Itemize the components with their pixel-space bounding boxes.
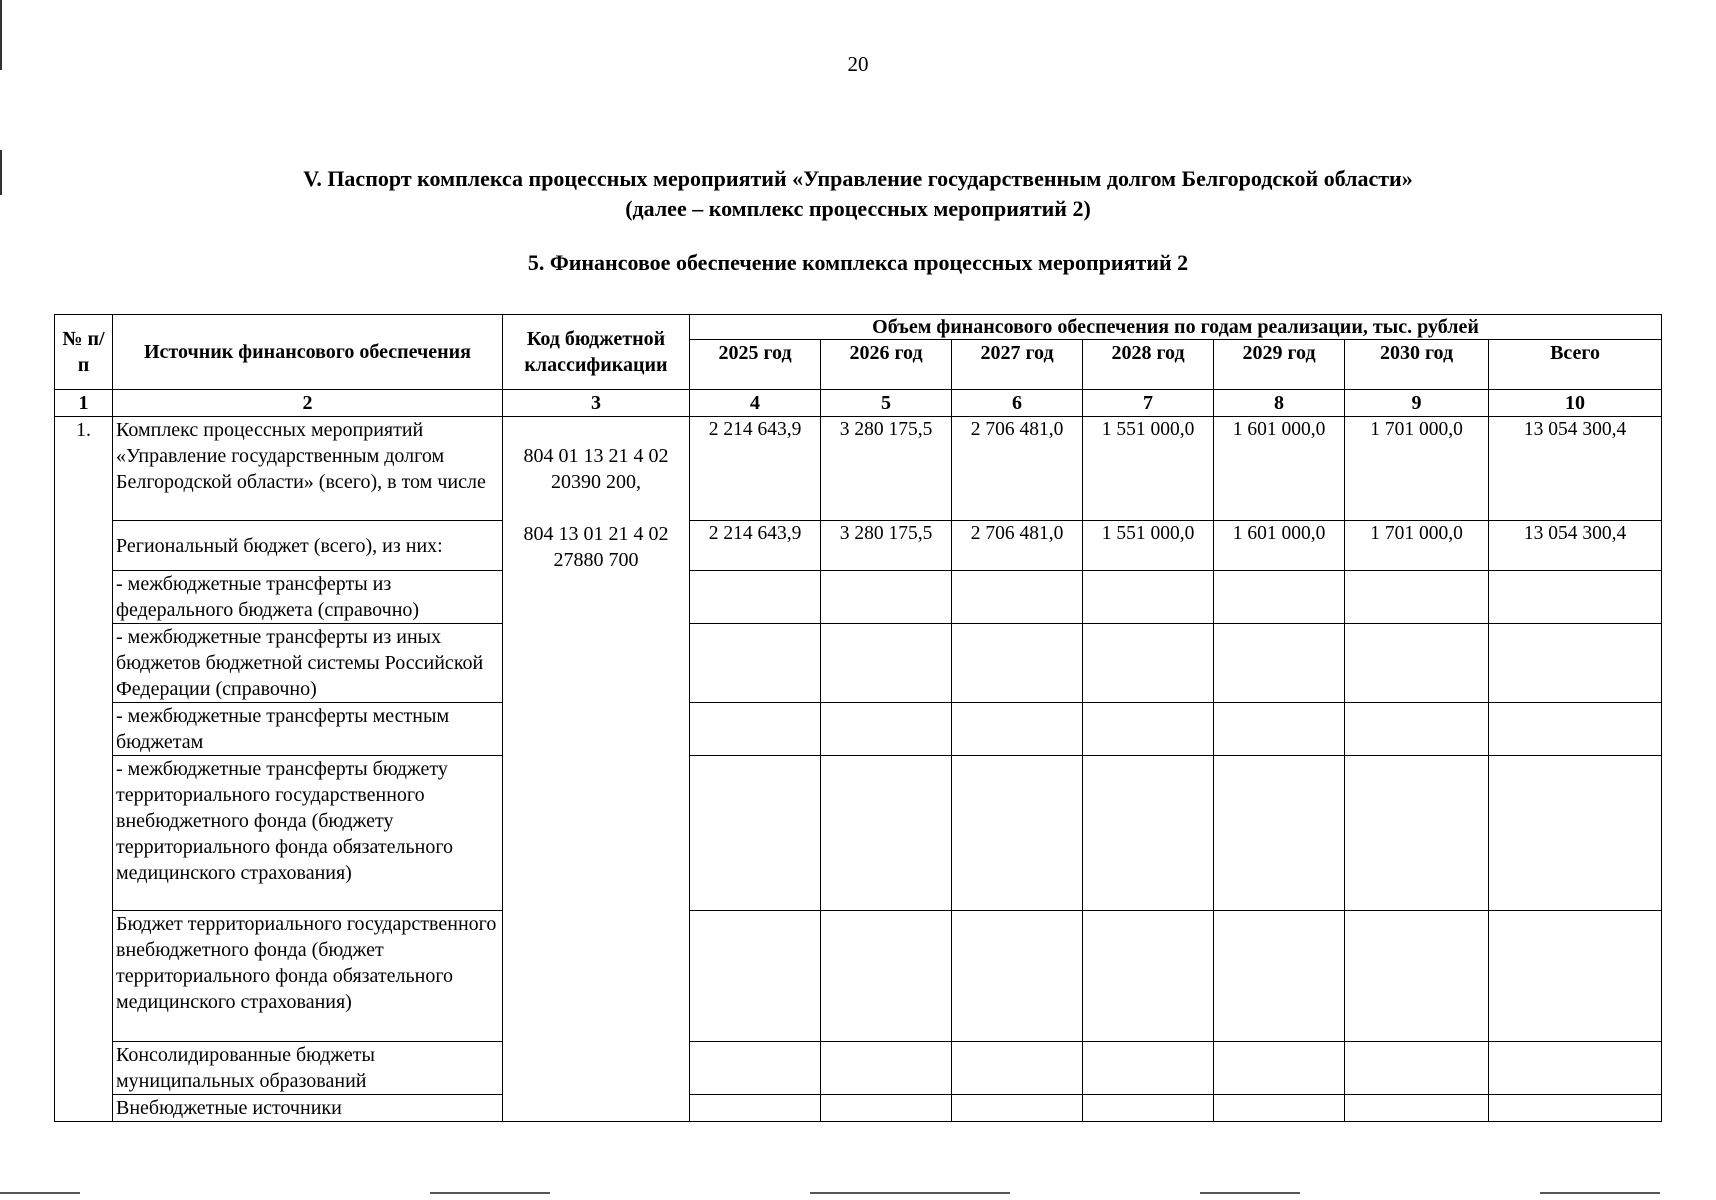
value-cell — [690, 1042, 821, 1095]
header-year-2027: 2027 год — [952, 340, 1083, 390]
table-row — [55, 1042, 1662, 1095]
value-cell — [821, 703, 952, 756]
value-cell — [952, 756, 1083, 911]
value-cell — [952, 911, 1083, 1042]
value-cell: 1 701 000,0 — [1345, 417, 1489, 521]
document-title — [0, 164, 1716, 224]
total-cell — [1489, 571, 1662, 624]
scan-edge-mark — [810, 1192, 1010, 1194]
value-cell — [1083, 911, 1214, 1042]
budget-code-cell — [503, 417, 690, 1122]
header-year-2030: 2030 год — [1345, 340, 1489, 390]
total-cell: 13 054 300,4 — [1489, 417, 1662, 521]
value-cell — [821, 911, 952, 1042]
value-cell — [690, 1095, 821, 1122]
source-cell: Внебюджетные источники — [113, 1095, 503, 1122]
header-year-2026: 2026 год — [821, 340, 952, 390]
value-cell — [821, 624, 952, 703]
budget-code-2: 804 13 01 21 4 02 27880 700 — [523, 523, 669, 571]
value-cell: 3 280 175,5 — [821, 521, 952, 571]
table-row — [55, 624, 1662, 703]
value-cell — [690, 703, 821, 756]
header-num: № п/п — [55, 315, 113, 390]
value-cell — [952, 624, 1083, 703]
value-cell: 1 701 000,0 — [1345, 521, 1489, 571]
value-cell — [1345, 756, 1489, 911]
source-cell: - межбюджетные трансферты бюджету территориального государственного внебюджетного фонда (бюджету территориального фонда обязательного медицинского страхования) — [113, 756, 503, 911]
table-row — [55, 417, 1662, 521]
total-cell — [1489, 624, 1662, 703]
value-cell — [1214, 1095, 1345, 1122]
value-cell — [1345, 624, 1489, 703]
header-total: Всего — [1489, 340, 1662, 390]
value-cell — [821, 1095, 952, 1122]
value-cell — [690, 571, 821, 624]
value-cell — [1214, 1042, 1345, 1095]
scan-edge-mark — [1200, 1192, 1300, 1194]
source-cell: Комплекс процессных мероприятий «Управление государственным долгом Белгородской области» (всего), в том числе — [113, 417, 503, 521]
total-cell — [1489, 1095, 1662, 1122]
value-cell — [1083, 703, 1214, 756]
total-cell — [1489, 756, 1662, 911]
title-line-2: (далее – комплекс процессных мероприятий 2) — [625, 196, 1091, 221]
table-row — [55, 1095, 1662, 1122]
value-cell: 2 214 643,9 — [690, 521, 821, 571]
header-year-2025: 2025 год — [690, 340, 821, 390]
value-cell — [1083, 756, 1214, 911]
value-cell — [1214, 624, 1345, 703]
column-number: 2 — [113, 390, 503, 417]
budget-code-1: 804 01 13 21 4 02 20390 200, — [523, 445, 669, 493]
value-cell: 2 214 643,9 — [690, 417, 821, 521]
value-cell — [1083, 624, 1214, 703]
column-number: 5 — [821, 390, 952, 417]
row-number: 1. — [55, 417, 113, 1122]
value-cell — [1345, 1042, 1489, 1095]
value-cell — [1083, 1095, 1214, 1122]
value-cell — [821, 1042, 952, 1095]
scan-edge-mark — [0, 1192, 80, 1194]
value-cell: 1 551 000,0 — [1083, 417, 1214, 521]
value-cell: 2 706 481,0 — [952, 521, 1083, 571]
value-cell — [1083, 571, 1214, 624]
value-cell — [821, 571, 952, 624]
table-row — [55, 521, 1662, 571]
total-cell: 13 054 300,4 — [1489, 521, 1662, 571]
header-code: Код бюджетной классификации — [503, 315, 690, 390]
value-cell — [1214, 703, 1345, 756]
header-year-2029: 2029 год — [1214, 340, 1345, 390]
value-cell — [952, 1095, 1083, 1122]
value-cell — [952, 1042, 1083, 1095]
value-cell — [690, 624, 821, 703]
column-number: 9 — [1345, 390, 1489, 417]
value-cell: 2 706 481,0 — [952, 417, 1083, 521]
source-cell: - межбюджетные трансферты из федерального бюджета (справочно) — [113, 571, 503, 624]
header-volume: Объем финансового обеспечения по годам реализации, тыс. рублей — [690, 315, 1662, 340]
section-subtitle: 5. Финансовое обеспечение комплекса процессных мероприятий 2 — [527, 250, 1189, 275]
column-number: 4 — [690, 390, 821, 417]
title-line-1: V. Паспорт комплекса процессных мероприятий «Управление государственным долгом Белгородской области» — [303, 166, 1413, 191]
scan-edge-mark — [1540, 1192, 1660, 1194]
total-cell — [1489, 911, 1662, 1042]
column-number: 1 — [55, 390, 113, 417]
value-cell — [1214, 756, 1345, 911]
source-cell: Бюджет территориального государственного внебюджетного фонда (бюджет территориального фонда обязательного медицинского страхования) — [113, 911, 503, 1042]
column-number: 10 — [1489, 390, 1662, 417]
header-source: Источник финансового обеспечения — [113, 315, 503, 390]
table-row — [55, 571, 1662, 624]
source-cell: - межбюджетные трансферты из иных бюджетов бюджетной системы Российской Федерации (справочно) — [113, 624, 503, 703]
column-number-row — [55, 390, 1662, 417]
header-year-2028: 2028 год — [1083, 340, 1214, 390]
column-number: 3 — [503, 390, 690, 417]
value-cell — [1083, 1042, 1214, 1095]
total-cell — [1489, 703, 1662, 756]
total-cell — [1489, 1042, 1662, 1095]
table-row — [55, 703, 1662, 756]
value-cell — [952, 571, 1083, 624]
value-cell — [1214, 911, 1345, 1042]
value-cell — [1345, 703, 1489, 756]
source-cell: Региональный бюджет (всего), из них: — [113, 521, 503, 571]
value-cell — [690, 756, 821, 911]
source-cell: Консолидированные бюджеты муниципальных образований — [113, 1042, 503, 1095]
value-cell — [1214, 571, 1345, 624]
value-cell — [952, 703, 1083, 756]
table-row — [55, 911, 1662, 1042]
value-cell — [1345, 571, 1489, 624]
value-cell: 1 601 000,0 — [1214, 417, 1345, 521]
value-cell — [821, 756, 952, 911]
value-cell — [1345, 1095, 1489, 1122]
source-cell: - межбюджетные трансферты местным бюджетам — [113, 703, 503, 756]
table-row — [55, 756, 1662, 911]
column-number: 7 — [1083, 390, 1214, 417]
scan-edge-mark — [430, 1192, 550, 1194]
value-cell: 3 280 175,5 — [821, 417, 952, 521]
value-cell: 1 601 000,0 — [1214, 521, 1345, 571]
page-number: 20 — [847, 52, 869, 76]
value-cell: 1 551 000,0 — [1083, 521, 1214, 571]
value-cell — [690, 911, 821, 1042]
column-number: 6 — [952, 390, 1083, 417]
column-number: 8 — [1214, 390, 1345, 417]
value-cell — [1345, 911, 1489, 1042]
financing-table — [54, 314, 1662, 1122]
